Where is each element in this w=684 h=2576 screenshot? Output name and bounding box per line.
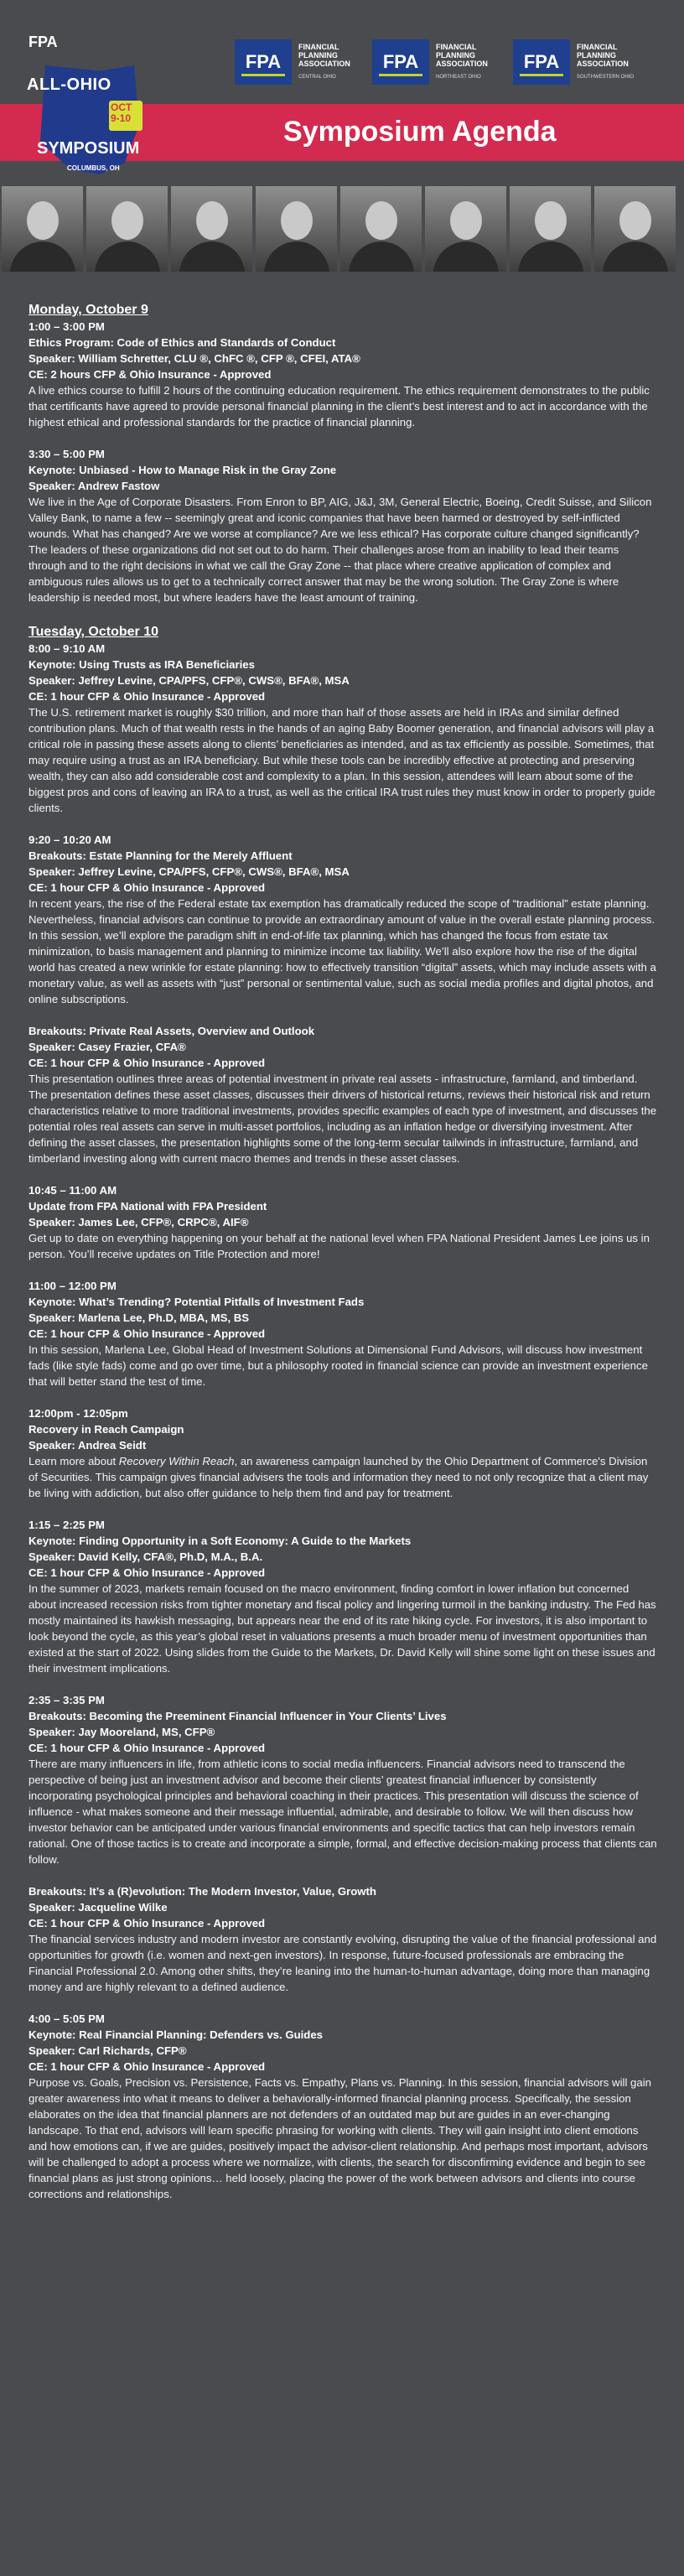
- session-title: Ethics Program: Code of Ethics and Standards of Conduct: [28, 336, 336, 349]
- session-ce: CE: 1 hour CFP & Ohio Insurance - Approved: [28, 1742, 266, 1754]
- session-title: Breakouts: It’s a (R)evolution: The Modern Investor, Value, Growth: [28, 1885, 376, 1898]
- association-name: FINANCIAL PLANNING ASSOCIATION: [436, 43, 488, 68]
- day-heading: Monday, October 9: [28, 303, 148, 317]
- session-title: Breakouts: Private Real Assets, Overview and Outlook: [28, 1025, 315, 1037]
- header: [0, 0, 684, 190]
- fpa-badge: FPA: [372, 39, 429, 85]
- session-time: 1:00 – 3:00 PM: [28, 320, 105, 333]
- agenda-session: [28, 1883, 659, 1995]
- logo-fpa: FPA: [28, 34, 58, 50]
- session-description: In this session, Marlena Lee, Global Head of Investment Solutions at Dimensional Fund Advisors, will discuss how investment fads (like style fads) come and go over time, but a philosophy rooted in financial science can provide an investment experience that will better stand the test of time.: [28, 1343, 648, 1388]
- logo-all-ohio: ALL-OHIO: [27, 75, 111, 94]
- session-speaker: Speaker: Jeffrey Levine, CPA/PFS, CFP®, CWS®, BFA®, MSA: [28, 865, 350, 878]
- session-title: Breakouts: Estate Planning for the Merely Affluent: [28, 849, 293, 862]
- session-title: Update from FPA National with FPA President: [28, 1200, 267, 1213]
- session-description: [28, 1453, 659, 1501]
- session-speaker: Speaker: Marlena Lee, Ph.D, MBA, MS, BS: [28, 1311, 250, 1324]
- session-ce: CE: 1 hour CFP & Ohio Insurance - Approved: [28, 1327, 266, 1340]
- session-speaker: Speaker: William Schretter, CLU ®, ChFC ®, CFP ®, CFEI, ATA®: [28, 352, 360, 365]
- session-speaker: Speaker: Andrea Seidt: [28, 1439, 147, 1452]
- agenda-session: [28, 1405, 659, 1501]
- session-time: 11:00 – 12:00 PM: [28, 1280, 117, 1292]
- session-ce: CE: 1 hour CFP & Ohio Insurance - Approved: [28, 881, 266, 894]
- session-title: Breakouts: Becoming the Preeminent Financial Influencer in Your Clients’ Lives: [28, 1710, 447, 1722]
- session-title: Keynote: Using Trusts as IRA Beneficiaries: [28, 658, 255, 671]
- association-logo-central: [235, 35, 365, 89]
- association-chapter: CENTRAL OHIO: [298, 75, 336, 80]
- session-time: 12:00pm - 12:05pm: [28, 1407, 128, 1420]
- speaker-photo: [86, 186, 168, 272]
- association-chapter: SOUTHWESTERN OHIO: [577, 75, 635, 80]
- association-logo-southwestern: [513, 35, 644, 89]
- agenda-session: [28, 1023, 659, 1166]
- session-speaker: Speaker: Carl Richards, CFP®: [28, 2044, 187, 2057]
- day-heading: Tuesday, October 10: [28, 625, 159, 639]
- session-ce: CE: 1 hour CFP & Ohio Insurance - Approved: [28, 690, 266, 703]
- session-ce: CE: 2 hours CFP & Ohio Insurance - Approved: [28, 368, 272, 381]
- association-name: FINANCIAL PLANNING ASSOCIATION: [577, 43, 629, 68]
- speaker-photo-strip: [0, 186, 684, 272]
- session-speaker: Speaker: James Lee, CFP®, CRPC®, AIF®: [28, 1216, 249, 1228]
- session-description: In the summer of 2023, markets remain focused on the macro environment, finding comfort in lower inflation but concerned about increased recession risks from tighter monetary and fiscal policy and lingering turmoil in the banking industry. The Fed has mostly maintained its hawkish messaging, but appears near the end of its rate hiking cycle. For investors, it is also important to look beyond the cycle, as this year’s global reset in valuations presents a much broader menu of investment opportunities than existed at the start of 2022. Using slides from the Guide to the Markets, Dr. David Kelly will shine some light on these issues and their investment implications.: [28, 1582, 656, 1675]
- session-ce: CE: 1 hour CFP & Ohio Insurance - Approved: [28, 1057, 266, 1069]
- campaign-name: Recovery Within Reach: [118, 1455, 235, 1467]
- speaker-photo: [2, 186, 83, 272]
- logo-city: COLUMBUS, OH: [67, 164, 120, 172]
- agenda-session: [28, 1182, 659, 1262]
- agenda-session: [28, 319, 659, 430]
- association-logo-northeast: [372, 35, 503, 89]
- agenda-session: [28, 1692, 659, 1867]
- session-description: Get up to date on everything happening on your behalf at the national level when FPA National President James Lee joins us in person. You’ll receive updates on Title Protection and more!: [28, 1232, 650, 1260]
- session-description: This presentation outlines three areas of potential investment in private real assets - infrastructure, farmland, and timberland. The presentation defines these asset classes, discusses their drivers of historical returns, reviews their historical risk and return characteristics relative to more traditional investments, provides specific examples of each type of investment, and discusses the potential roles real assets can serve in multi-asset portfolios, including as an inflation hedge or diversifying investment. After defining the asset classes, the presentation highlights some of the long-term secular tailwinds in infrastructure, farmland, and timberland investing along with current macro themes and trends in these asset classes.: [28, 1072, 657, 1165]
- agenda-session: [28, 1517, 659, 1676]
- session-speaker: Speaker: Jay Mooreland, MS, CFP®: [28, 1726, 215, 1738]
- session-time: 10:45 – 11:00 AM: [28, 1184, 117, 1197]
- agenda-session: [28, 2011, 659, 2202]
- speaker-photo: [425, 186, 506, 272]
- session-title: Keynote: Unbiased - How to Manage Risk in the Gray Zone: [28, 464, 337, 476]
- session-speaker: Speaker: Casey Frazier, CFA®: [28, 1041, 186, 1053]
- session-description: Purpose vs. Goals, Precision vs. Persistence, Facts vs. Empathy, Plans vs. Planning. In this session, financial advisors will gain greater awareness into what it means to deliver a behaviorally-informed financial planning process. Specifically, the session elaborates on the idea that financial planners are not defenders of an outdated map but are guides in an ever-changing landscape. To that end, advisors will learn specific phrasing for working with clients. They will gain insight into client emotions and how emotions can, if we are guides, positively impact the advisor-client relationship. And perhaps most important, advisors will be challenged to adopt a process where we normalize, with clients, the search for disconfirming evidence and begin to see financial plans as just strong opinions… held loosely, placing the power of the work between advisors and clients into course corrections and relationships.: [28, 2076, 651, 2200]
- session-speaker: Speaker: Jeffrey Levine, CPA/PFS, CFP®, CWS®, BFA®, MSA: [28, 674, 350, 687]
- logo-dates: OCT 9-10: [111, 101, 132, 124]
- session-title: Keynote: What’s Trending? Potential Pitfalls of Investment Fads: [28, 1296, 365, 1308]
- session-title: Recovery in Reach Campaign: [28, 1423, 184, 1436]
- fpa-badge: FPA: [513, 39, 570, 85]
- session-description: In recent years, the rise of the Federal estate tax exemption has dramatically reduced the scope of “traditional” estate planning. Nevertheless, financial advisors can continue to provide an extraordinary amount of value in the overall estate planning process. In this session, we’ll explore the paradigm shift in end-of-life tax planning, which has changed the focus from estate tax minimization, to basis management and planning to minimize income tax liability. We’ll also explore how the rise of the digital world has created a new wrinkle for estate planning: how to effectively transition “digital” assets, which may include assets with a monetary value, as well as assets with “just” personal or sentimental value, such as social media profiles and digital photos, and online subscriptions.: [28, 897, 656, 1005]
- session-time: 8:00 – 9:10 AM: [28, 642, 106, 655]
- speaker-photo: [171, 186, 252, 272]
- session-ce: CE: 1 hour CFP & Ohio Insurance - Approved: [28, 1917, 266, 1929]
- session-time: 4:00 – 5:05 PM: [28, 2012, 105, 2025]
- session-title: Keynote: Finding Opportunity in a Soft Economy: A Guide to the Markets: [28, 1535, 412, 1547]
- agenda-session: [28, 641, 659, 816]
- session-description: We live in the Age of Corporate Disasters. From Enron to BP, AIG, J&J, 3M, General Electric, Boeing, Credit Suisse, and Silicon Valley Bank, to name a few -- seemingly great and iconic companies that have been harmed or destroyed by self-inflicted wounds. What has changed? Are we worse at compliance? Are we less ethical? Has corporate culture changed significantly? The leaders of these organizations did not set out to do harm. Their challenges arose from an inability to lead their teams through and to the right decisions in what we call the Gray Zone -- that place where creative application of complex and ambiguous rules allows us to get to a technically correct answer that may be the wrong solution. The Gray Zone is where leadership is needed most, but where leaders have the least amount of training.: [28, 496, 652, 604]
- speaker-photo: [256, 186, 337, 272]
- session-description: A live ethics course to fulfill 2 hours of the continuing education requirement. The ethics requirement demonstrates to the public that certificants have agreed to provide personal financial planning in the client’s best interest and to act in accordance with the highest ethical and professional standards for the practice of financial planning.: [28, 384, 650, 428]
- event-logo: [17, 32, 140, 172]
- association-chapter: NORTHEAST OHIO: [436, 75, 481, 80]
- speaker-photo: [340, 186, 422, 272]
- session-ce: CE: 1 hour CFP & Ohio Insurance - Approved: [28, 2060, 266, 2073]
- agenda: [28, 302, 659, 2218]
- session-description: The financial services industry and modern investor are constantly evolving, disrupting the value of the financial professional and opportunities for growth (i.e. women and next-gen investors). In response, future-focused professionals are embracing the Financial Professional 2.0. Among other shifts, they’re leaning into the human-to-human advantage, doing more than managing money and are highly relevant to a defined audience.: [28, 1933, 657, 1993]
- session-time: 9:20 – 10:20 AM: [28, 834, 111, 846]
- session-title: Keynote: Real Financial Planning: Defenders vs. Guides: [28, 2028, 324, 2041]
- session-speaker: Speaker: Andrew Fastow: [28, 480, 160, 492]
- agenda-session: [28, 446, 659, 605]
- description-lead: Learn more about: [28, 1455, 119, 1467]
- session-speaker: Speaker: Jacqueline Wilke: [28, 1901, 168, 1914]
- agenda-session: [28, 1278, 659, 1389]
- fpa-badge: FPA: [235, 39, 292, 85]
- speaker-photo: [594, 186, 676, 272]
- session-time: 1:15 – 2:25 PM: [28, 1519, 105, 1531]
- session-speaker: Speaker: David Kelly, CFA®, Ph.D, M.A., B.A.: [28, 1550, 263, 1563]
- logo-symposium: SYMPOSIUM: [37, 139, 140, 158]
- agenda-session: [28, 832, 659, 1007]
- association-name: FINANCIAL PLANNING ASSOCIATION: [298, 43, 350, 68]
- page-title: Symposium Agenda: [283, 116, 557, 148]
- session-time: 3:30 – 5:00 PM: [28, 448, 105, 460]
- session-time: 2:35 – 3:35 PM: [28, 1694, 105, 1706]
- session-description: There are many influencers in life, from athletic icons to social media influencers. Financial advisors need to transcend the perspective of being just an investment advisor and become their clients’ greatest financial influencer by consistently incorporating psychological principles and behavioral coaching in their practices. This presentation will discuss the science of influence - what makes someone and their message influential, admirable, and desirable to follow. We will then discuss how investor behavior can be anticipated under various financial environments and specific tactics that can help investors remain rational. One of those tactics is to create and incorporate a simple, formal, and effective decision-making process that clients can follow.: [28, 1758, 657, 1866]
- session-ce: CE: 1 hour CFP & Ohio Insurance - Approved: [28, 1566, 266, 1579]
- speaker-photo: [510, 186, 591, 272]
- session-description: The U.S. retirement market is roughly $30 trillion, and more than half of those assets are held in IRAs and similar defined contribution plans. Much of that wealth rests in the hands of an aging Baby Boomer generation, and financial advisors will play a critical role in passing these assets along to clients’ beneficiaries as intended, and as tax efficiently as possible. Sometimes, that may require using a trust as an IRA beneficiary. But while these tools can be incredibly effective at protecting and preserving wealth, they can also add considerable cost and complexity to a plan. In this session, attendees will learn about some of the biggest pros and cons of leaving an IRA to a trust, as well as the critical IRA trust rules they must know in order to properly guide clients.: [28, 706, 656, 814]
- description-rest: , an awareness campaign launched by the Ohio Department of Commerce's Division of Securities. This campaign gives financial advisers the tools and information they need to not only recognize that a client may be living with addiction, but also offer guidance to help them find and pay for treatment.: [28, 1455, 649, 1499]
